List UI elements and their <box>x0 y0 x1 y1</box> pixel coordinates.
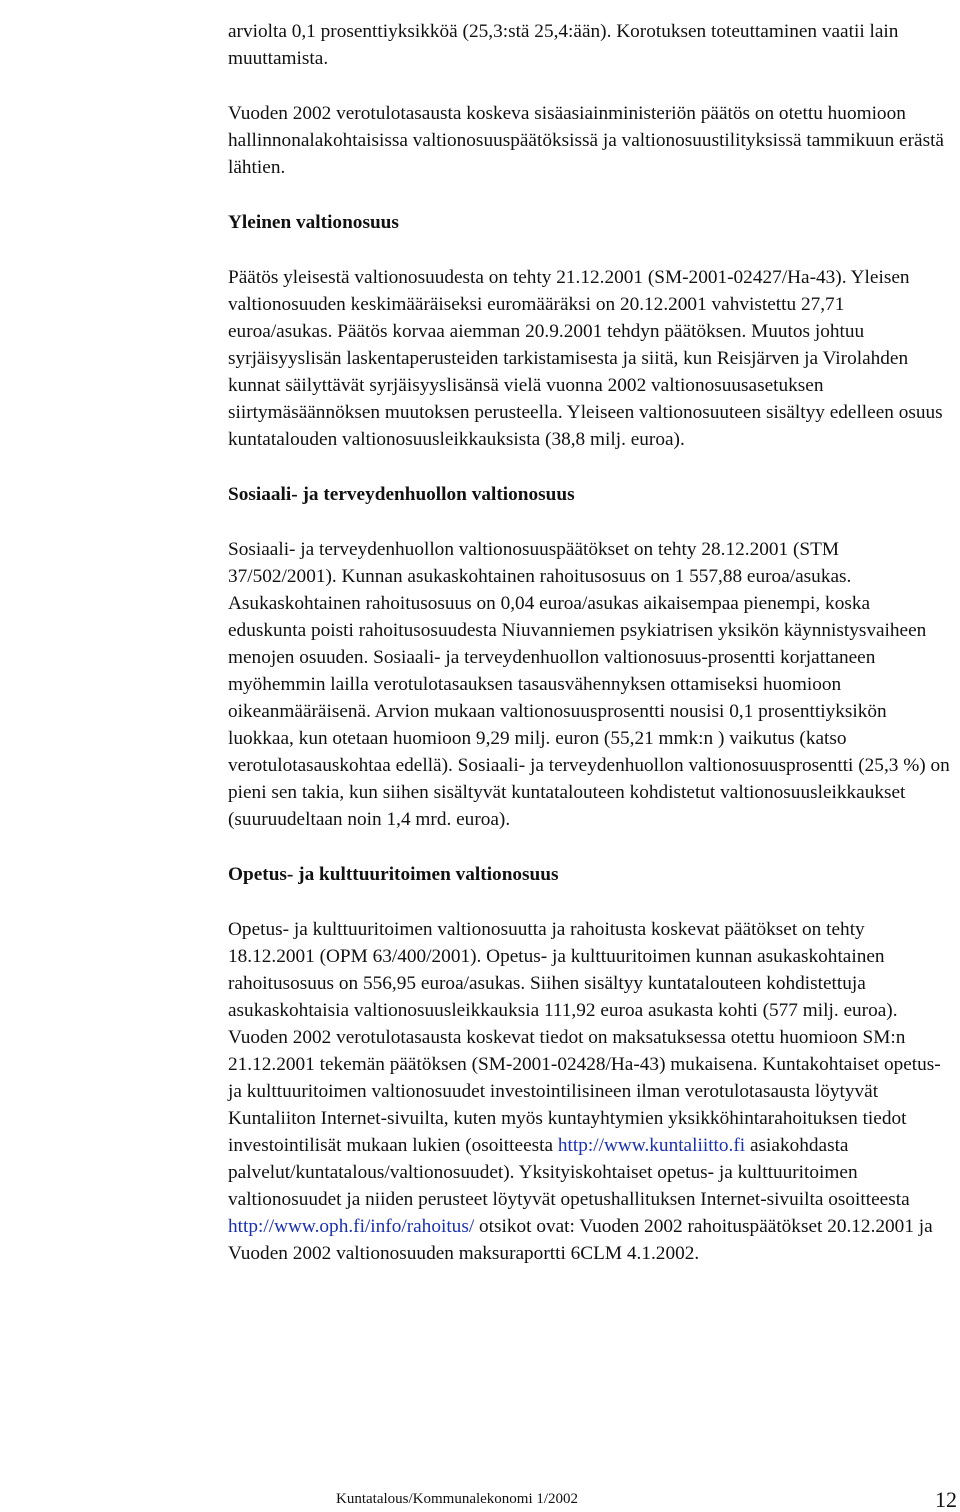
paragraph-sosiaali-terveydenhuolto: Sosiaali- ja terveydenhuollon valtionosuuspäätökset on tehty 28.12.2001 (STM 37/502/2001). Kunnan asukaskohtainen rahoitusosuus on 1 557,88 euroa/asukas. Asukaskohtainen rahoitusosuus on 0,04 euroa/asukas aikaisempaa pienempi, koska eduskunta poisti rahoitusosuudesta Niuvanniemen psykiatrisen yksikön käynnistysvaiheen menojen osuuden. Sosiaali- ja terveydenhuollon valtionosuus-prosentti korjattaneen myöhemmin lailla verotulotasauksen tasausvähennyksen ottamiseksi huomioon oikeanmääräisenä. Arvion mukaan valtionosuusprosentti nousisi 0,1 prosenttiyksikön luokkaa, kun otetaan huomioon 9,29 milj. euron (55,21 mmk:n ) vaikutus (katso verotulotasauskohtaa edellä). Sosiaali- ja terveydenhuollon valtionosuusprosentti (25,3 %) on pieni sen takia, kun siihen sisältyvät kuntatalouteen kohdistetut valtionosuusleikkaukset (suuruudeltaan noin 1,4 mrd. euroa). <box>228 539 950 830</box>
paragraph-opetus-kulttuuritoimi <box>228 916 952 1267</box>
heading-opetus-kulttuuritoimi: Opetus- ja kulttuuritoimen valtionosuus <box>228 864 559 885</box>
heading-yleinen-valtionosuus: Yleinen valtionosuus <box>228 212 399 233</box>
paragraph-text-part-3: otsikot ovat: Vuoden 2002 rahoituspäätökset 20.12.2001 ja Vuoden 2002 valtionosuuden maksuraportti 6CLM 4.1.2002. <box>228 1216 933 1264</box>
paragraph-intro: arviolta 0,1 prosenttiyksikköä (25,3:stä 25,4:ään). Korotuksen toteuttaminen vaatii lain muuttamista. <box>228 21 899 69</box>
footer-publication: Kuntatalous/Kommunalekonomi 1/2002 <box>336 1491 579 1507</box>
paragraph-text-part-1: Opetus- ja kulttuuritoimen valtionosuutta ja rahoitusta koskevat päätökset on tehty 18.12.2001 (OPM 63/400/2001). Opetus- ja kulttuuritoimen kunnan asukaskohtainen rahoitusosuus on 556,95 euroa/asukas. Siihen sisältyy kuntatalouteen kohdistettuja asukaskohtaisia valtionosuusleikkauksia 111,92 euroa asukasta kohti (577 milj. euroa). Vuoden 2002 verotulotasausta koskevat tiedot on maksatuksessa otettu huomioon SM:n 21.12.2001 tekemän päätöksen (SM-2001-02428/Ha-43) mukaisena. Kuntakohtaiset opetus- ja kulttuuritoimen valtionosuudet investointilisineen ilman verotulotasausta löytyvät Kuntaliiton Internet-sivuilta, kuten myös kuntayhtymien yksikköhintarahoituksen tiedot investointilisät mukaan lukien (osoitteesta <box>228 919 941 1156</box>
heading-sosiaali-terveydenhuolto: Sosiaali- ja terveydenhuollon valtionosuus <box>228 484 575 505</box>
document-body <box>228 18 952 1267</box>
paragraph-text-part-2: asiakohdasta palvelut/kuntatalous/valtionosuudet). Yksityiskohtaiset opetus- ja kulttuuritoimen valtionosuudet ja niiden perusteet löytyvät opetushallituksen Internet-sivuilta osoitteesta <box>228 1135 910 1210</box>
paragraph-verotulotasaus: Vuoden 2002 verotulotasausta koskeva sisäasiainministeriön päätös on otettu huomioon hallinnonalakohtaisissa valtionosuuspäätöksissä ja valtionosuustilityksissä tammikuun erästä lähtien. <box>228 103 944 178</box>
paragraph-yleinen-valtionosuus: Päätös yleisestä valtionosuudesta on tehty 21.12.2001 (SM-2001-02427/Ha-43). Yleisen valtionosuuden keskimääräiseksi euromääräksi on 20.12.2001 vahvistettu 27,71 euroa/asukas. Päätös korvaa aiemman 20.9.2001 tehdyn päätöksen. Muutos johtuu syrjäisyyslisän laskentaperusteiden tarkistamisesta ja siitä, kun Reisjärven ja Virolahden kunnat säilyttävät syrjäisyyslisänsä vielä vuonna 2002 valtionosuusasetuksen siirtymäsäännöksen muutoksen perusteella. Yleiseen valtionosuuteen sisältyy edelleen osuus kuntatalouden valtionosuusleikkauksista (38,8 milj. euroa). <box>228 267 943 450</box>
link-oph-rahoitus[interactable]: http://www.oph.fi/info/rahoitus/ <box>228 1216 475 1237</box>
link-kuntaliitto[interactable]: http://www.kuntaliitto.fi <box>557 1135 746 1156</box>
page-number: 12 <box>935 1487 957 1512</box>
